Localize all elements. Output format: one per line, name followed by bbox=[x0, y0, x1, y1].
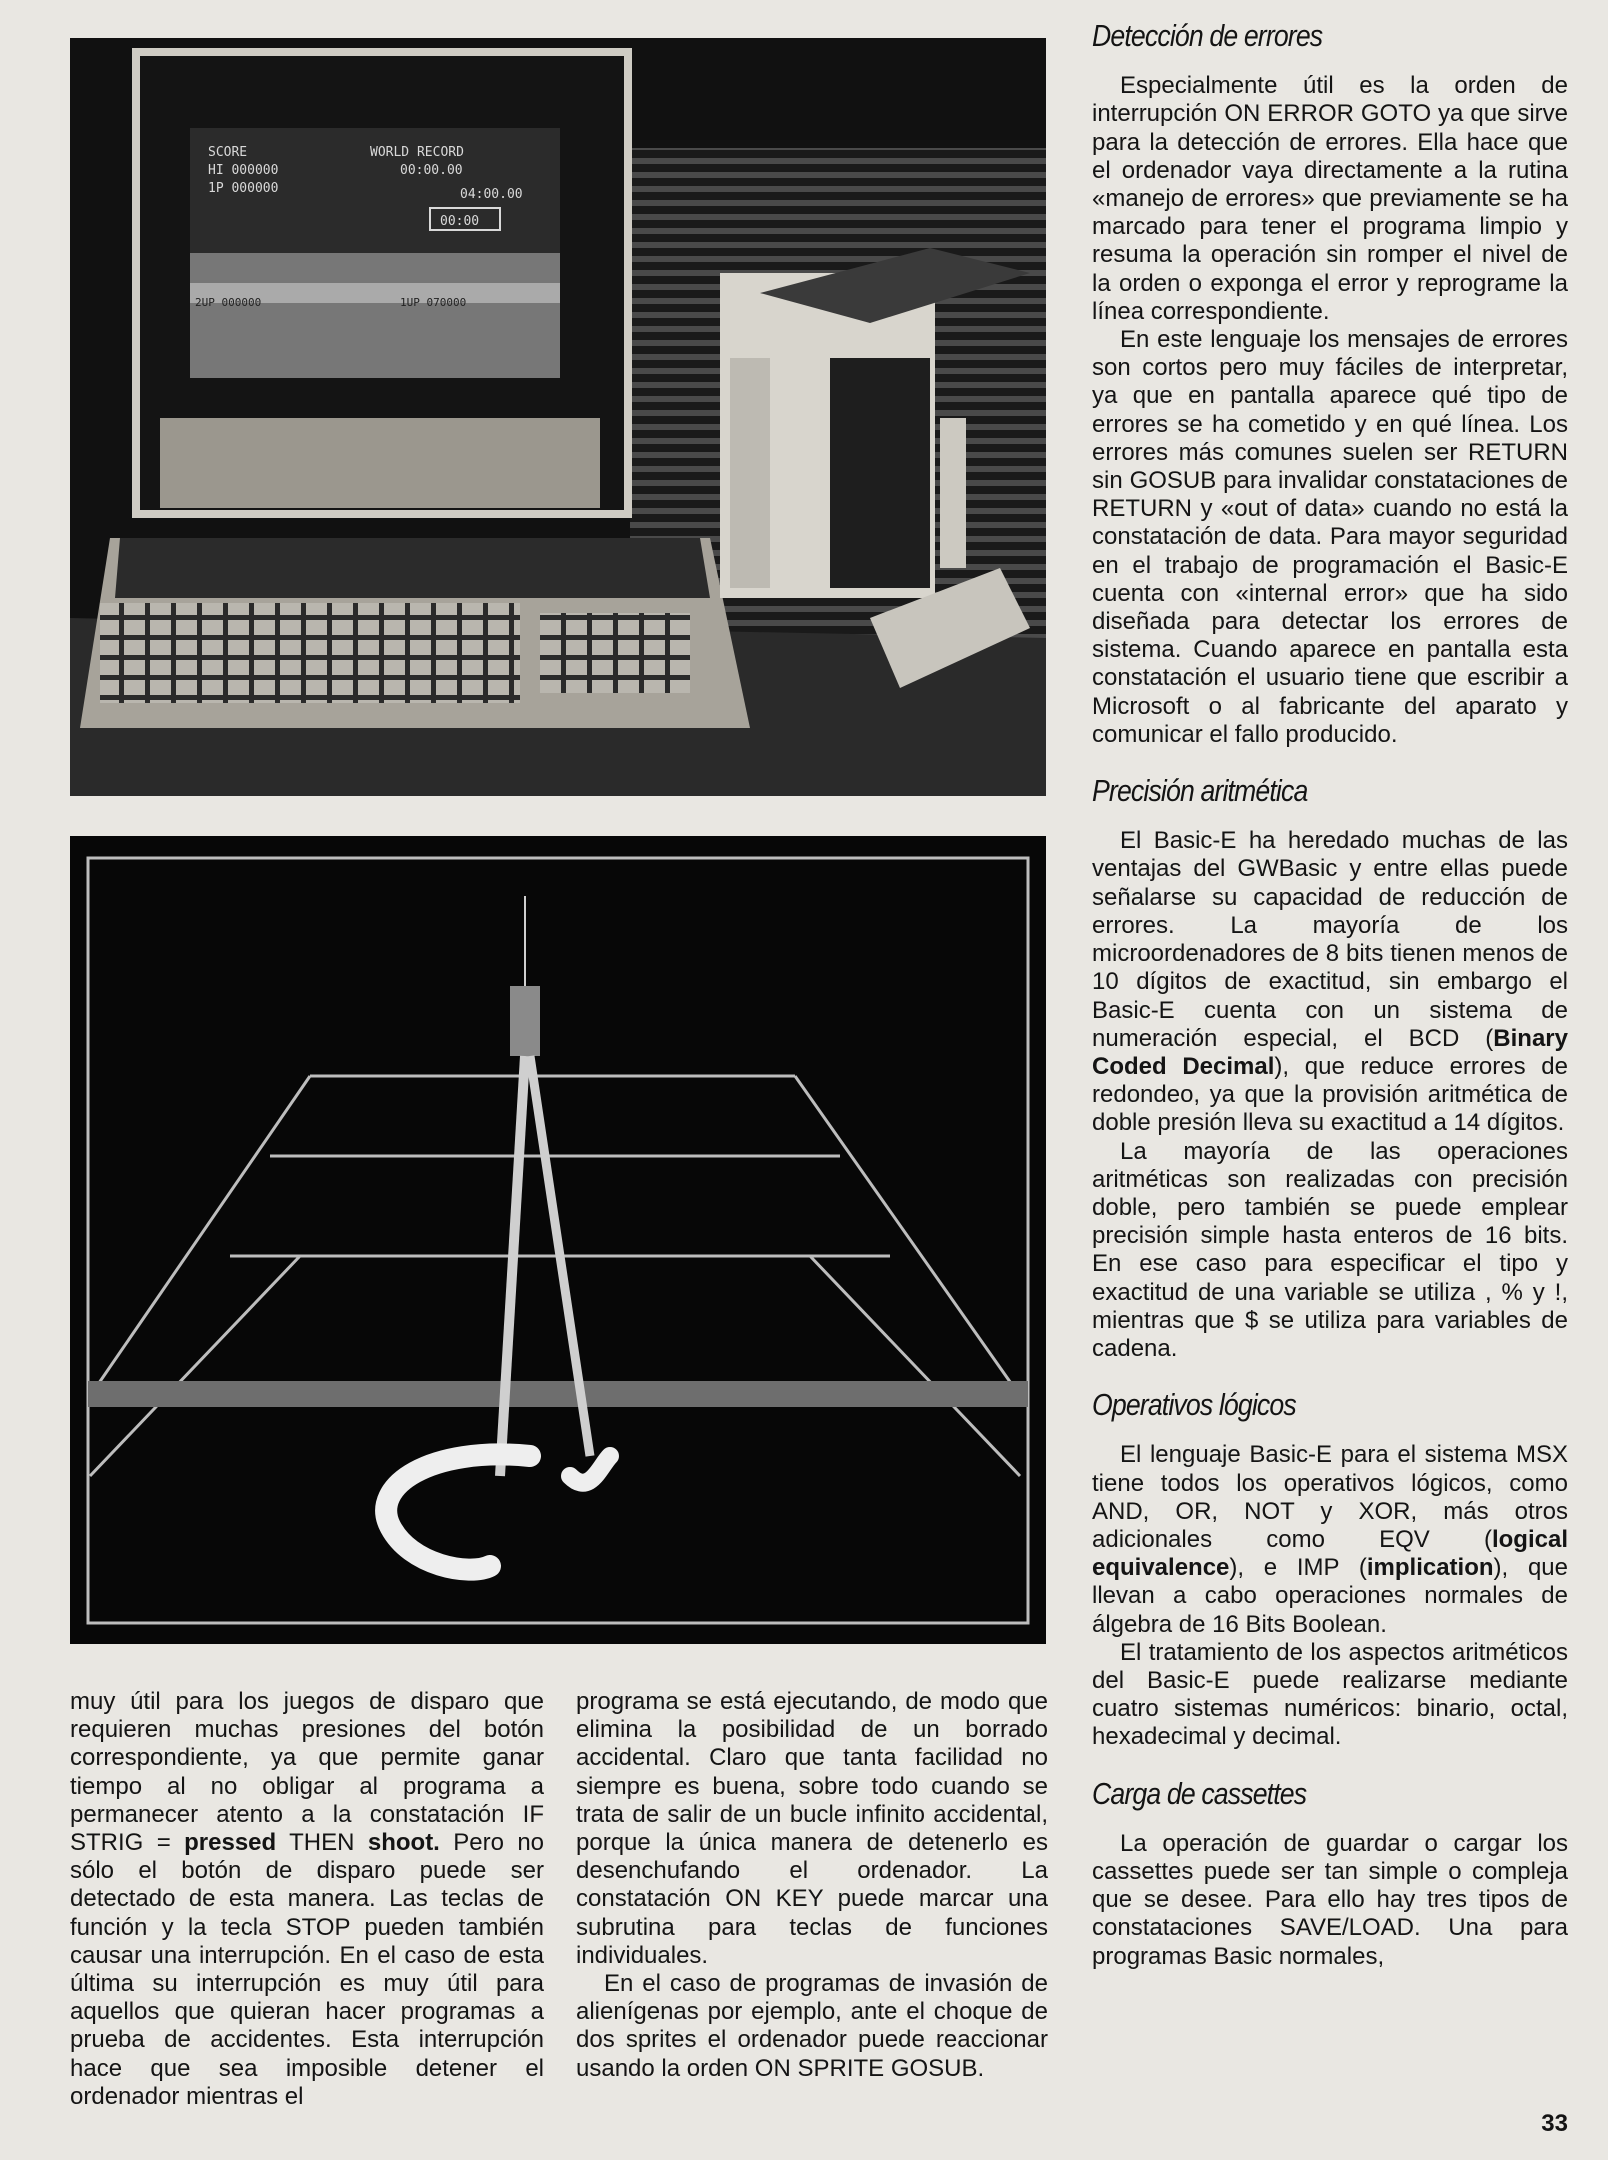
section2-paragraph-1: El Basic-E ha heredado muchas de las ventajas del GWBasic y entre ellas puede señalarse su capacidad de reducción de errores. La mayoría de los microordenadores de 8 bits tienen menos de 10 dígitos de exactitud, sin embargo el Basic-E cuenta con un sistema de numeración especial, el BCD (Binary Coded Decimal), que reduce errores de redondeo, ya que la provisión aritmética de doble presión lleva su exactitud a 14 dígitos. bbox=[1092, 827, 1568, 1137]
screen-time: 00:00 bbox=[440, 214, 480, 229]
section1-paragraph-2: En este lenguaje los mensajes de errores son cortos pero muy fáciles de interpretar, ya que en pantalla aparece qué tipo de errores se ha cometido y en qué línea. Los errores más comunes suelen ser RETURN sin GOSUB para invalidar constataciones de RETURN y «out of data» cuando no está la constatación de data. Para mayor seguridad en el trabajo de programación el Basic-E cuenta con «internal error» que ha sido diseñada para detectar los errores de sistema. Cuando aparece en pantalla esta constatación el usuario tiene que escribir a Microsoft o al fabricante del aparato y comunicar el fallo producido. bbox=[1092, 326, 1568, 748]
middle-paragraph-1: programa se está ejecutando, de modo que elimina la posibilidad de un borrado accidental. Claro que tanta facilidad no siempre es buena, sobre todo cuando se trata de salir de un bucle infinito accidental, porque la única manera de detenerlo es desenchufando el ordenador. La constatación ON KEY puede marcar una subrutina para teclas de funciones individuales. bbox=[576, 1688, 1048, 1969]
heading-precision-aritmetica: Precisión aritmética bbox=[1092, 773, 1308, 809]
photo-msx-computer bbox=[70, 38, 1046, 796]
middle-paragraph-2: En el caso de programas de invasión de alienígenas por ejemplo, ante el choque de dos sprites el ordenador puede reaccionar usando la orden ON SPRITE GOSUB. bbox=[576, 1970, 1048, 2082]
middle-column bbox=[576, 1688, 1048, 2083]
section3-paragraph-1: El lenguaje Basic-E para el sistema MSX tiene todos los operativos lógicos, como AND, OR, NOT y XOR, más otros adicionales como EQV (logical equivalence), e IMP (implication), que llevan a cabo operaciones normales de álgebra de 16 Bits Boolean. bbox=[1092, 1441, 1568, 1638]
heading-carga-cassettes: Carga de cassettes bbox=[1092, 1775, 1307, 1811]
left-column bbox=[70, 1688, 544, 2111]
screen-bottom-left: 2UP 000000 bbox=[195, 296, 262, 309]
screen-bottom-right: 1UP 070000 bbox=[400, 296, 467, 309]
screen-hi-value: HI 000000 bbox=[208, 163, 279, 178]
screen-1p-value: 1P 000000 bbox=[208, 181, 279, 196]
section3-paragraph-2: El tratamiento de los aspectos aritméticos del Basic-E puede realizarse mediante cuatro sistemas numéricos: binario, octal, hexadecimal y decimal. bbox=[1092, 1638, 1568, 1751]
right-column bbox=[1092, 18, 1568, 1971]
page-number: 33 bbox=[1541, 2110, 1568, 2137]
section1-paragraph-1: Especialmente útil es la orden de interrupción ON ERROR GOTO ya que sirve para la detección de errores. Ella hace que el ordenador vaya directamente a la rutina «manejo de errores» que previamente se ha marcado para tener el programa limpio y resuma la operación sin romper el nivel de la orden o exponga el error y reprograme la línea correspondiente. bbox=[1092, 72, 1568, 325]
screen-score-label: SCORE bbox=[208, 145, 248, 160]
left-paragraph-1: muy útil para los juegos de disparo que requieren muchas presiones del botón correspondiente, ya que permite ganar tiempo al no obligar al programa a permanecer atento a la constatación IF STRIG = pressed THEN shoot. Pero no sólo el botón de disparo puede ser detectado de esta manera. Las teclas de función y la tecla STOP pueden también causar una interrupción. En el caso de esta última su interrupción es muy útil para aquellos que quieran hacer programas a prueba de accidentes. Esta interrupción hace que sea imposible detener el ordenador mientras el bbox=[70, 1688, 545, 2110]
screen-world-record: WORLD RECORD bbox=[370, 145, 464, 160]
screen-lap: 04:00.00 bbox=[460, 187, 523, 202]
photo-3d-graphics-compass bbox=[70, 836, 1046, 1644]
section4-paragraph-1: La operación de guardar o cargar los cassettes puede ser tan simple o compleja que se desee. Para ello hay tres tipos de constataciones SAVE/LOAD. Una para programas Basic normales, bbox=[1092, 1829, 1568, 1970]
heading-deteccion-errores: Detección de errores bbox=[1092, 18, 1323, 53]
section2-paragraph-2: La mayoría de las operaciones aritméticas son realizadas con precisión doble, pero también se puede emplear precisión simple hasta enteros de 16 bits. En ese caso para especificar el tipo y exactitud de una variable se utiliza , % y !, mientras que $ se utiliza para variables de cadena. bbox=[1092, 1137, 1568, 1362]
heading-operativos-logicos: Operativos lógicos bbox=[1092, 1387, 1296, 1423]
screen-record-value: 00:00.00 bbox=[400, 163, 463, 178]
